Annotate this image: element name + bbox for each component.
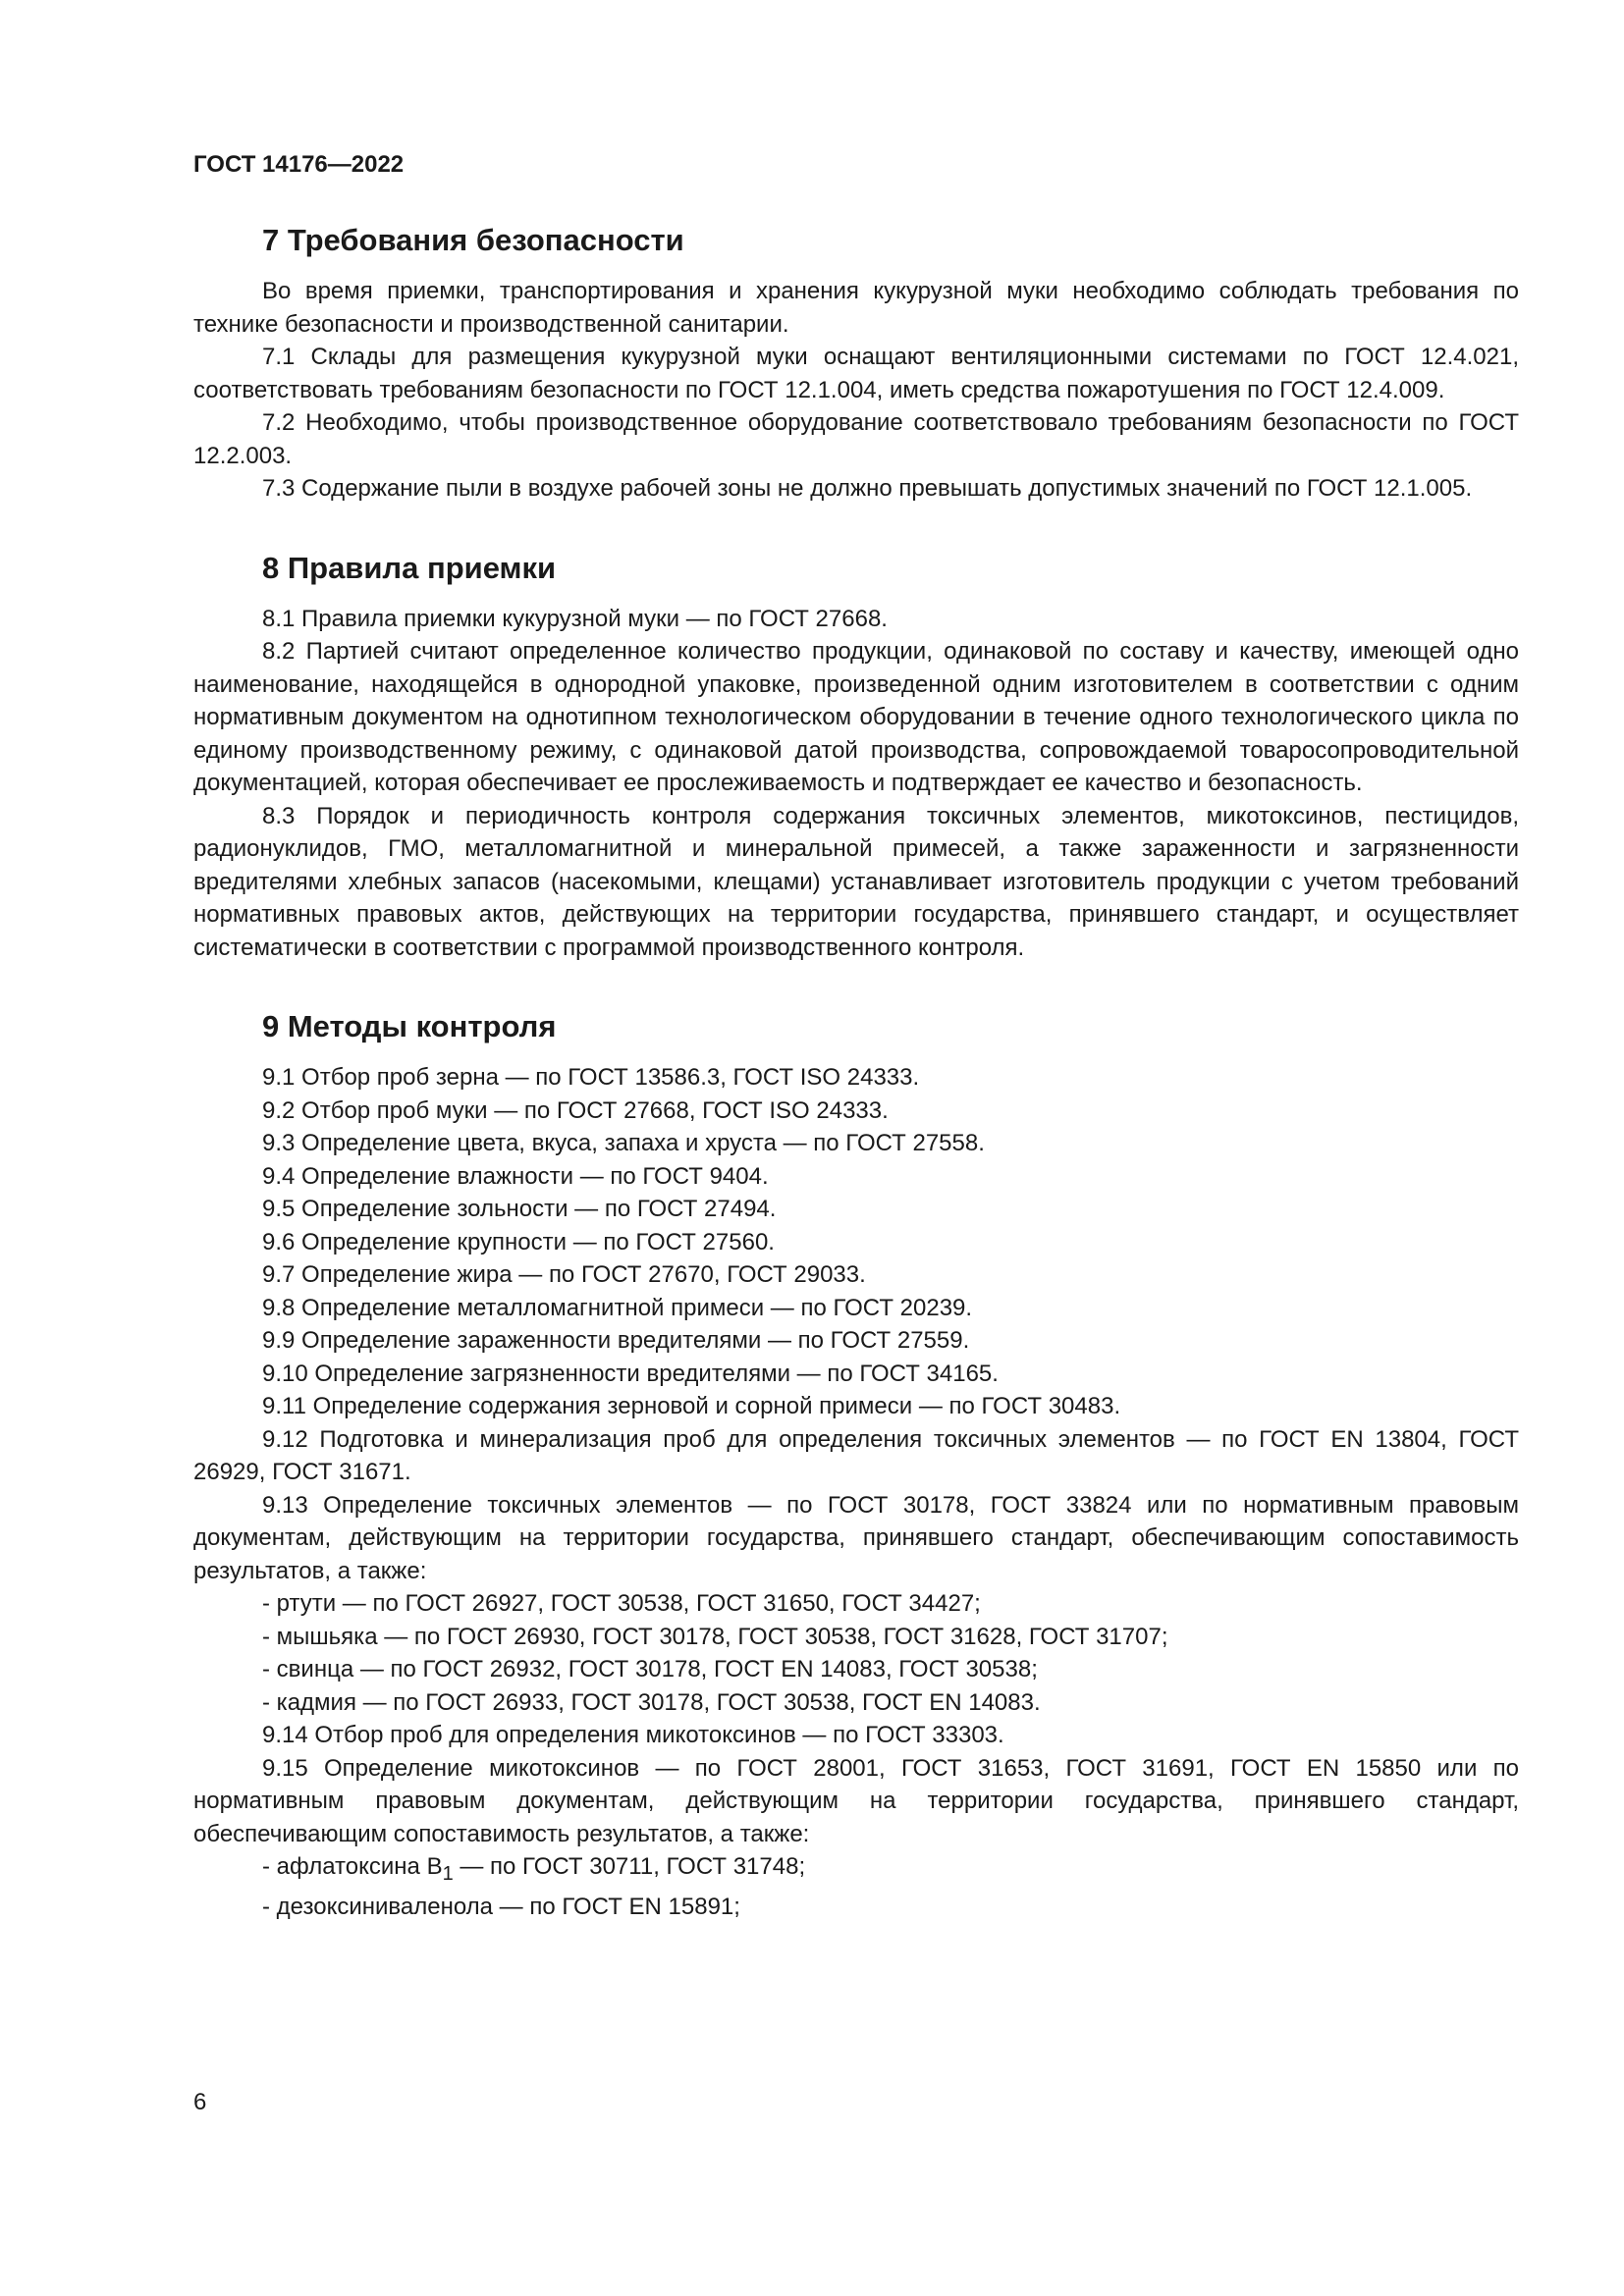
section-9-title: 9 Методы контроля — [262, 1009, 557, 1043]
section-7-title: 7 Требования безопасности — [262, 223, 684, 257]
list-item-arsenic: - мышьяка — по ГОСТ 26930, ГОСТ 30178, ГОСТ 30538, ГОСТ 31628, ГОСТ 31707; — [262, 1623, 1168, 1650]
clause-9-15-list — [193, 1850, 1519, 1924]
section-8-title: 8 Правила приемки — [262, 550, 557, 585]
clause-9-15: 9.15 Определение микотоксинов — по ГОСТ 28001, ГОСТ 31653, ГОСТ 31691, ГОСТ EN 15850 или по нормативным правовым документам, действующим на территории государства, принявшего стандарт, обеспечивающим сопоставимость результатов, а также: — [193, 1754, 1519, 1847]
clause-9-10: 9.10 Определение загрязненности вредителями — по ГОСТ 34165. — [262, 1360, 999, 1387]
clause-9-11: 9.11 Определение содержания зерновой и сорной примеси — по ГОСТ 30483. — [262, 1393, 1121, 1419]
section-9-control-methods — [193, 1006, 1519, 1924]
clause-9-9: 9.9 Определение зараженности вредителями — по ГОСТ 27559. — [262, 1327, 970, 1354]
clause-8-3: 8.3 Порядок и периодичность контроля содержания токсичных элементов, микотоксинов, пестицидов, радионуклидов, ГМО, металломагнитной и минеральной примесей, а также зараженности и загрязненности вредителями хлебных запасов (насекомыми, клещами) устанавливает изготовитель продукции с учетом требований нормативных правовых актов, действующих на территории государства, принявшего стандарт, и осуществляет систематически в соответствии с программой производственного контроля. — [193, 802, 1519, 961]
section-7-safety-requirements — [193, 220, 1519, 506]
clause-8-1: 8.1 Правила приемки кукурузной муки — по ГОСТ 27668. — [262, 605, 888, 632]
list-item-cadmium: - кадмия — по ГОСТ 26933, ГОСТ 30178, ГОСТ 30538, ГОСТ EN 14083. — [262, 1688, 1041, 1716]
clause-7-2: 7.2 Необходимо, чтобы производственное оборудование соответствовало требованиям безопасности по ГОСТ 12.2.003. — [193, 409, 1519, 469]
clause-9-2: 9.2 Отбор проб муки — по ГОСТ 27668, ГОСТ ISO 24333. — [262, 1096, 889, 1124]
section-7-intro-paragraph: Во время приемки, транспортирования и хранения кукурузной муки необходимо соблюдать требования по технике безопасности и производственной санитарии. — [193, 278, 1519, 338]
clause-9-14: 9.14 Отбор проб для определения микотоксинов — по ГОСТ 33303. — [262, 1722, 1004, 1748]
clause-9-7: 9.7 Определение жира — по ГОСТ 27670, ГОСТ 29033. — [262, 1261, 866, 1288]
clause-9-6: 9.6 Определение крупности — по ГОСТ 27560. — [262, 1228, 775, 1255]
list-item-aflatoxin — [193, 1850, 1519, 1891]
clause-9-13-list — [193, 1587, 1519, 1719]
list-item-lead: - свинца — по ГОСТ 26932, ГОСТ 30178, ГОСТ EN 14083, ГОСТ 30538; — [262, 1656, 1038, 1682]
clause-9-3: 9.3 Определение цвета, вкуса, запаха и хруста — по ГОСТ 27558. — [262, 1130, 985, 1156]
clause-9-4: 9.4 Определение влажности — по ГОСТ 9404. — [262, 1162, 769, 1190]
list-item-mercury: - ртути — по ГОСТ 26927, ГОСТ 30538, ГОСТ 31650, ГОСТ 34427; — [262, 1590, 981, 1617]
document-code-header: ГОСТ 14176—2022 — [193, 151, 405, 178]
document-body — [193, 220, 1519, 1924]
list-item-deoxynivalenol: - дезоксиниваленола — по ГОСТ EN 15891; — [262, 1894, 740, 1921]
aflatoxin-label: - афлатоксина B — [262, 1853, 443, 1880]
clause-9-5: 9.5 Определение зольности — по ГОСТ 27494. — [262, 1196, 777, 1222]
page-number: 6 — [193, 2089, 207, 2115]
clause-8-2: 8.2 Партией считают определенное количество продукции, одинаковой по составу и качеству, имеющей одно наименование, находящейся в однородной упаковке, произведенной одним изготовителем в соответствии с одним нормативным документом на однотипном технологическом оборудовании в течение одного технологического цикла по единому производственному режиму, с одинаковой датой производства, сопровождаемой товаросопроводительной документацией, которая обеспечивает ее прослеживаемость и подтверждает ее качество и безопасность. — [193, 638, 1519, 796]
clause-9-12: 9.12 Подготовка и минерализация проб для определения токсичных элементов — по ГОСТ EN 13804, ГОСТ 26929, ГОСТ 31671. — [193, 1425, 1519, 1485]
clause-9-1: 9.1 Отбор проб зерна — по ГОСТ 13586.3, ГОСТ ISO 24333. — [262, 1064, 920, 1091]
aflatoxin-standards: — по ГОСТ 30711, ГОСТ 31748; — [453, 1853, 806, 1880]
clause-7-1: 7.1 Склады для размещения кукурузной муки оснащают вентиляционными системами по ГОСТ 12.4.021, соответствовать требованиям безопасности по ГОСТ 12.1.004, иметь средства пожаротушения по ГОСТ 12.4.009. — [193, 344, 1519, 403]
clause-9-13: 9.13 Определение токсичных элементов — по ГОСТ 30178, ГОСТ 33824 или по нормативным правовым документам, действующим на территории государства, принявшего стандарт, обеспечивающим сопоставимость результатов, а также: — [193, 1491, 1519, 1584]
clause-7-3: 7.3 Содержание пыли в воздухе рабочей зоны не должно превышать допустимых значений по ГОСТ 12.1.005. — [262, 475, 1473, 502]
aflatoxin-subscript: 1 — [442, 1862, 454, 1885]
section-8-acceptance-rules — [193, 548, 1519, 965]
clause-9-8: 9.8 Определение металломагнитной примеси — по ГОСТ 20239. — [262, 1294, 973, 1321]
